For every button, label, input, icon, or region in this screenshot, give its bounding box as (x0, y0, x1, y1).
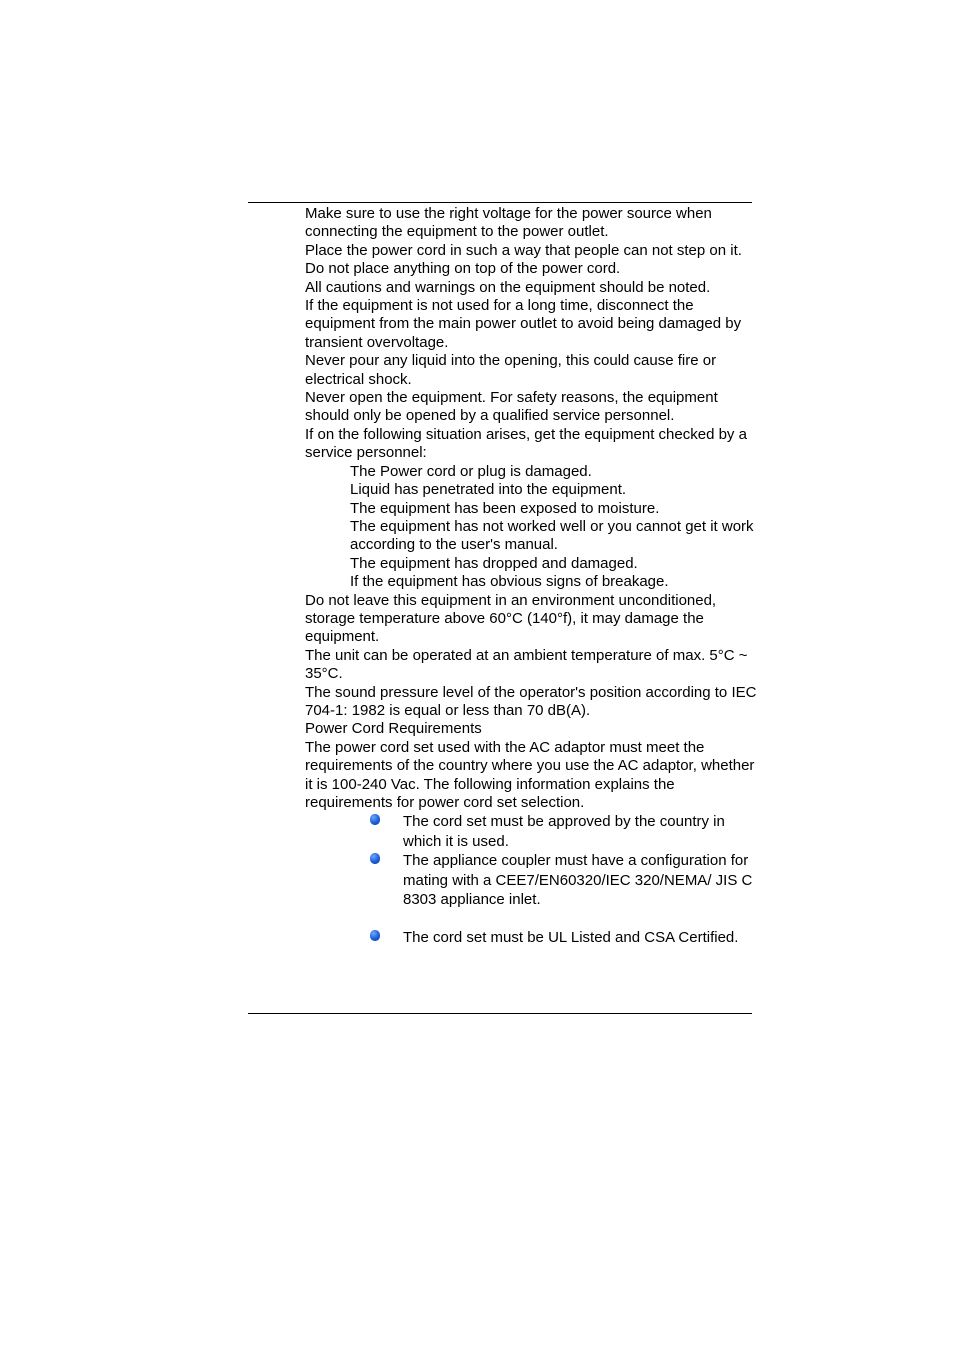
requirement-text: The appliance coupler must have a configuration for mating with a CEE7/EN60320/IEC 320/NEMA/ JIS C 8303 appliance inlet. (403, 852, 753, 909)
requirement-item (403, 928, 757, 948)
safety-instructions (305, 205, 757, 947)
situation-item: The Power cord or plug is damaged. (350, 462, 592, 480)
bottom-rule (248, 1013, 752, 1014)
paragraph: Make sure to use the right voltage for the power source when connecting the equipment to the power outlet. (305, 205, 712, 241)
situation-item: The equipment has not worked well or you cannot get it work according to the user's manual. (350, 517, 754, 554)
top-rule (248, 202, 752, 203)
paragraph: The unit can be operated at an ambient temperature of max. 5°C ~ 35°C. (305, 646, 748, 683)
paragraph: Never open the equipment. For safety reasons, the equipment should only be opened by a qualified service personnel. (305, 389, 718, 425)
requirement-item (403, 851, 757, 910)
section-heading: Power Cord Requirements (305, 720, 482, 738)
situation-item: Liquid has penetrated into the equipment. (350, 481, 627, 499)
situation-item: If the equipment has obvious signs of breakage. (350, 573, 669, 591)
spacer (305, 910, 757, 928)
requirement-item (403, 812, 757, 851)
bullet-icon (370, 930, 380, 941)
bullet-icon (370, 853, 380, 864)
paragraph: If the equipment is not used for a long time, disconnect the equipment from the main power outlet to avoid being damaged by transient overvoltage. (305, 297, 742, 351)
paragraph: Place the power cord in such a way that people can not step on it. Do not place anything on top of the power cord. (305, 241, 742, 278)
paragraph: If on the following situation arises, get the equipment checked by a service personnel: (305, 425, 747, 462)
situation-item: The equipment has been exposed to moisture. (350, 499, 660, 517)
paragraph: Do not leave this equipment in an environment unconditioned, storage temperature above 60°C (140°f), it may damage the equipment. (305, 591, 717, 646)
paragraph: The sound pressure level of the operator's position according to IEC 704-1: 1982 is equal or less than 70 dB(A). (305, 683, 757, 719)
paragraph: The power cord set used with the AC adaptor must meet the requirements of the country where you use the AC adaptor, whether it is 100-240 Vac. The following information explains the requirements for power cord set selection. (305, 738, 755, 811)
requirement-text: The cord set must be UL Listed and CSA Certified. (403, 928, 739, 946)
situation-item: The equipment has dropped and damaged. (350, 554, 638, 572)
requirement-text: The cord set must be approved by the country in which it is used. (403, 813, 725, 850)
requirements-list (305, 812, 757, 947)
paragraph: Never pour any liquid into the opening, this could cause fire or electrical shock. (305, 352, 717, 388)
bullet-icon (370, 814, 380, 825)
paragraph: All cautions and warnings on the equipment should be noted. (305, 278, 711, 296)
